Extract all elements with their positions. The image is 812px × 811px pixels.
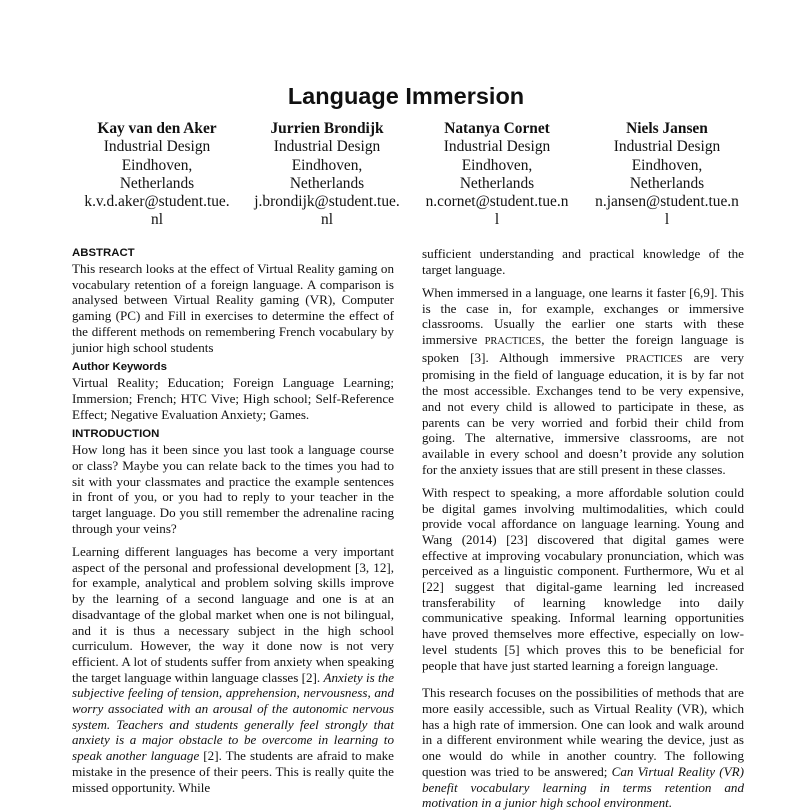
author-2 — [242, 120, 412, 230]
paper-title: Language Immersion — [287, 83, 525, 109]
research-question: Can Virtual Reality (VR) benefit vocabulary learning in terms retention and motivation in a junior high school environment. — [422, 763, 744, 811]
immersion-text-c: are very promising in the field of language education, it is by far not the most accessible. Exchanges tend to be very expensive, and not every child is allowed to participate in these, as parents can be very worried and forbid their child from going. The alternative, immersive classrooms, are not available in every school and doesn’t provide any solution for the anxiety issues that are still present in these classes. — [422, 349, 745, 477]
author-country: Netherlands — [629, 174, 705, 192]
left-column — [72, 246, 394, 795]
author-email: n.jansen@student.tue.n — [595, 193, 739, 211]
author-city: Eindhoven, — [631, 156, 703, 174]
author-country: Netherlands — [119, 174, 195, 192]
intro-p2-ref: [2]. The students are afraid to make mistake in the presence of their peers. This is really quite the missed opportunity. While — [72, 748, 394, 795]
author-3 — [412, 120, 582, 230]
author-1 — [72, 120, 242, 230]
author-dept: Industrial Design — [273, 138, 381, 156]
author-name: Jurrien Brondijk — [270, 120, 384, 137]
author-country: Netherlands — [289, 174, 365, 192]
author-city: Eindhoven, — [461, 156, 533, 174]
author-email: k.v.d.aker@student.tue. — [84, 193, 230, 211]
introduction-heading: INTRODUCTION — [72, 428, 160, 441]
author-email-cont: l — [494, 211, 500, 229]
author-dept: Industrial Design — [443, 138, 551, 156]
right-paragraph-3 — [422, 685, 744, 811]
practices-smallcaps: PRACTICES — [625, 353, 683, 365]
author-name: Natanya Cornet — [444, 120, 550, 137]
author-dept: Industrial Design — [103, 138, 211, 156]
immersion-text-b: , the better the foreign language is spoken [3]. Although immersive — [422, 332, 744, 365]
intro-p2-text: Learning different languages has become a very important aspect of the personal and professional development [3, 12], for example, analytical and problem solving skills improve by the learning of a second language and one is at an disadvantage of the global market when one is not bilingual, and it is thus a necessary subject in the high school curriculum. However, the way it done now is not very efficient. A lot of students suffer from anxiety when speaking the target language within language classes [2]. — [72, 544, 394, 685]
abstract-text: This research looks at the effect of Virtual Reality gaming on vocabulary retention of a foreign language. A comparison is analysed between Virtual Reality gaming (VR), Computer gaming (PC) and Fill in exercises to determine the effect of the different methods on remembering French vocabulary by junior high school students — [72, 261, 394, 355]
practices-smallcaps: PRACTICES — [484, 336, 542, 348]
research-focus-text: This research focuses on the possibilities of methods that are more easily accessible, such as Virtual Reality (VR), which has a high rate of immersion. One can look and walk around in a different environment while wearing the device, just as one would do while in another country. The following question was tried to be answered; — [422, 685, 744, 779]
intro-paragraph-1: How long has it been since you last took a language course or class? Maybe you can relate back to the times you had to sit with your classmates and practice the example sentences in front of you, or you had to reply to your teacher in the target language. Do you still remember the adrenaline racing through your veins? — [72, 442, 394, 536]
author-block — [72, 120, 752, 230]
keywords-text: Virtual Reality; Education; Foreign Language Learning; Immersion; French; HTC Vive; High school; Self-Reference Effect; Negative Evaluation Anxiety; Games. — [72, 375, 394, 422]
right-paragraph-2: With respect to speaking, a more affordable solution could be digital games involving multimodalities, which could provide vocal affordance on language learning. Young and Wang (2014) [23] discovered that digital games were effective at improving vocabulary pronunciation, which was perceived as a linguistic component. Furthermore, Wu et al [22] suggest that digital-game learning led increased transferability of learning knowledge into daily communicative speaking. Informal learning opportunities have proved themselves more effective, especially on low-level students [5] which proves this to be beneficial for people that have just started learning a foreign language. — [422, 484, 744, 673]
author-name: Kay van den Aker — [97, 120, 217, 137]
author-email: n.cornet@student.tue.n — [425, 193, 569, 211]
author-email: j.brondijk@student.tue. — [254, 193, 400, 211]
immersion-text-a: When immersed in a language, one learns it faster [6,9]. This is the case in, for example, exchanges or immersive classrooms. Usually the earlier one starts with these immersive — [422, 284, 744, 348]
intro-paragraph-2 — [72, 544, 394, 795]
keywords-heading: Author Keywords — [72, 361, 167, 374]
author-city: Eindhoven, — [121, 156, 193, 174]
right-paragraph-1 — [422, 285, 744, 477]
author-4 — [582, 120, 752, 230]
author-city: Eindhoven, — [291, 156, 363, 174]
author-dept: Industrial Design — [613, 138, 721, 156]
author-email-cont: nl — [321, 211, 333, 229]
author-email-cont: nl — [151, 211, 163, 229]
right-column — [422, 246, 744, 811]
right-paragraph-0: sufficient understanding and practical knowledge of the target language. — [422, 246, 744, 277]
author-name: Niels Jansen — [626, 120, 708, 137]
author-country: Netherlands — [459, 174, 535, 192]
anxiety-quote: Anxiety is the subjective feeling of tension, apprehension, nervousness, and worry associated with an arousal of the autonomic nervous system. Teachers and students generally feel strongly that anxiety is a major obstacle to be overcome in learning to speak another language — [72, 669, 395, 764]
author-email-cont: l — [664, 211, 670, 229]
abstract-heading: ABSTRACT — [72, 247, 135, 259]
